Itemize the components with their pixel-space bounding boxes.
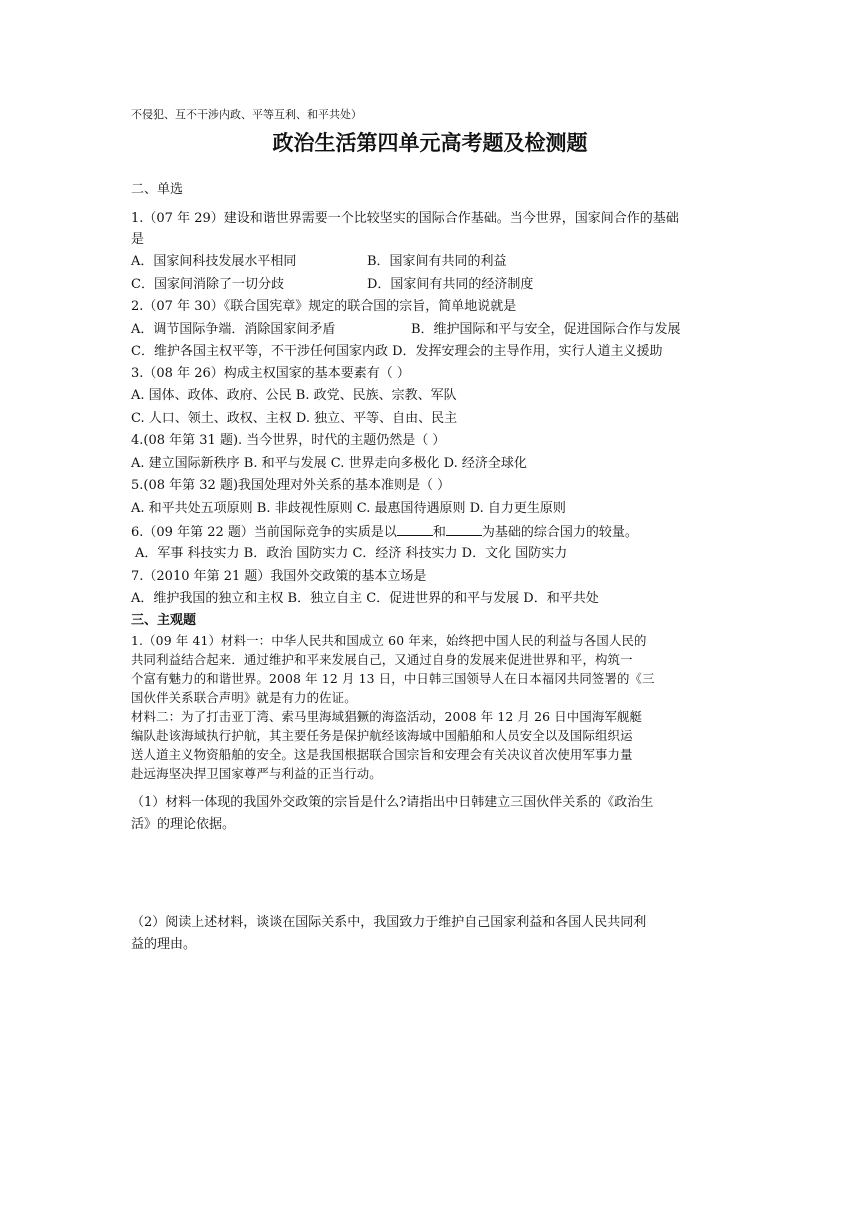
question-6-text-part-2: 和 [432, 525, 446, 540]
material-line-8: 赴远海坚决捍卫国家尊严与利益的正当行动。 [131, 766, 382, 781]
question-4-line-1: 4.(08 年第 31 题). 当今世界，时代的主题仍然是（ ） [131, 433, 446, 448]
question-7-line-1: 7.（2010 年第 21 题）我国外交政策的基本立场是 [131, 569, 427, 584]
question-1-option-a: A．国家间科技发展水平相同 [131, 254, 297, 269]
subquestion-2-line-2: 益的理由。 [131, 937, 197, 952]
material-line-3: 个富有魅力的和谐世界。2008 年 12 月 13 日，中日韩三国领导人在日本福冈共同签署的《三 [131, 671, 655, 686]
page-title: 政治生活第四单元高考题及检测题 [272, 130, 588, 155]
question-6-blank-1 [397, 522, 433, 536]
top-note: 不侵犯、互不干涉内政、平等互利、和平共处） [131, 108, 362, 121]
question-3-option-ab: A. 国体、政体、政府、公民 B. 政党、民族、宗教、军队 [131, 388, 457, 403]
subquestion-1-line-2: 活》的理论依据。 [131, 817, 236, 832]
question-5-options: A. 和平共处五项原则 B. 非歧视性原则 C. 最惠国待遇原则 D. 自力更生原则 [131, 501, 566, 516]
question-2-option-a: A．调节国际争端．消除国家间矛盾 [131, 322, 336, 337]
question-1-line-1: 1.（07 年 29）建设和谐世界需要一个比较坚实的国际合作基础。当今世界，国家间合作的基础 [131, 211, 679, 226]
question-1-line-2: 是 [131, 232, 145, 247]
question-3-option-cd: C. 人口、领土、政权、主权 D. 独立、平等、自由、民主 [131, 411, 458, 426]
question-6-text-part-1: 6.（09 年第 22 题）当前国际竞争的实质是以 [131, 525, 397, 540]
material-line-5: 材料二：为了打击亚丁湾、索马里海域猖獗的海盗活动，2008 年 12 月 26 日中国海军舰艇 [131, 709, 643, 724]
material-line-1: 1.（09 年 41）材料一：中华人民共和国成立 60 年来，始终把中国人民的利益与各国人民的 [131, 633, 647, 648]
question-6-line-1 [131, 522, 638, 542]
question-1-option-d: D．国家间有共同的经济制度 [367, 277, 534, 292]
subquestion-2-line-1: （2）阅读上述材料，谈谈在国际关系中，我国致力于维护自己国家利益和各国人民共同利 [131, 915, 647, 930]
material-line-7: 送人道主义物资船舶的安全。这是我国根据联合国宗旨和安理会有关决议首次使用军事力量 [131, 747, 633, 762]
question-2-option-b: B．维护国际和平与安全，促进国际合作与发展 [411, 322, 681, 337]
question-7-options: A．维护我国的独立和主权 B．独立自主 C．促进世界的和平与发展 D．和平共处 [131, 591, 599, 606]
material-line-6: 编队赴该海域执行护航，其主要任务是保护航经该海域中国船舶和人员安全以及国际组织运 [131, 728, 633, 743]
question-4-options: A. 建立国际新秩序 B. 和平与发展 C. 世界走向多极化 D. 经济全球化 [131, 456, 527, 471]
question-2-line-1: 2.（07 年 30）《联合国宪章》规定的联合国的宗旨，简单地说就是 [131, 299, 517, 314]
question-6-blank-2 [446, 522, 482, 536]
subquestion-1-line-1: （1）材料一体现的我国外交政策的宗旨是什么?请指出中日韩建立三国伙伴关系的《政治生 [131, 795, 654, 810]
material-line-4: 国伙伴关系联合声明》就是有力的佐证。 [131, 690, 357, 705]
question-1-option-c: C．国家间消除了一切分歧 [131, 277, 284, 292]
question-3-line-1: 3.（08 年 26）构成主权国家的基本要素有（ ） [131, 366, 410, 381]
material-line-2: 共同利益结合起来．通过维护和平来发展自己，又通过自身的发展来促进世界和平，构筑一 [131, 652, 633, 667]
question-6-options: A．军事 科技实力 B．政治 国防实力 C．经济 科技实力 D．文化 国防实力 [135, 546, 568, 561]
question-6-text-part-3: 为基础的综合国力的较量。 [481, 525, 638, 540]
section-single-choice-heading: 二、单选 [131, 182, 184, 197]
section-subjective-heading: 三、主观题 [131, 613, 197, 628]
question-2-option-cd: C．维护各国主权平等，不干涉任何国家内政 D．发挥安理会的主导作用，实行人道主义援助 [131, 344, 663, 359]
question-1-option-b: B．国家间有共同的利益 [367, 254, 507, 269]
question-5-line-1: 5.(08 年第 32 题)我国处理对外关系的基本准则是（ ） [131, 478, 451, 493]
